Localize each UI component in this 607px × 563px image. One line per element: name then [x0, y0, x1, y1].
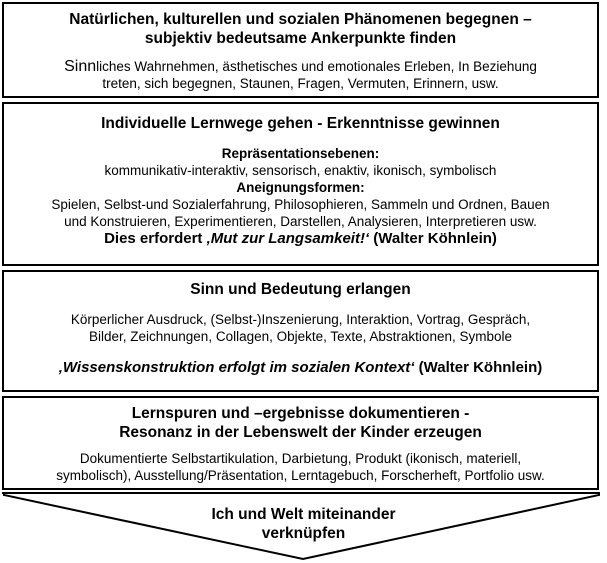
section-box-meaning	[2, 270, 599, 392]
body-line: treten, sich begegnen, Staunen, Fragen, Vermuten, Erinnern, usw.	[102, 76, 499, 91]
body-text: liches Wahrnehmen, ästhetisches und emotionales Erleben, In Beziehung	[96, 59, 537, 74]
section-title	[4, 10, 597, 48]
quote-italic: ‚Wissenskonstruktion erfolgt im sozialen Kontext‘	[58, 359, 415, 376]
section-body	[4, 450, 597, 484]
title-line: Lernspuren und –ergebnisse dokumentieren -	[131, 405, 470, 422]
body-line: und Konstruieren, Experimentieren, Darstellen, Analysieren, Interpretieren usw.	[64, 214, 537, 229]
section-title: Individuelle Lernwege gehen - Erkenntnisse gewinnen	[101, 115, 500, 132]
quote-author: (Walter Köhnlein)	[414, 359, 543, 376]
arrow-label-line: verknüpfen	[261, 525, 346, 542]
body-line: Bilder, Zeichnungen, Collagen, Objekte, Texte, Abstraktionen, Symbole	[88, 329, 512, 344]
section-box-learning-paths	[2, 102, 599, 266]
body-line: symbolisch), Ausstellung/Präsentation, Lerntagebuch, Forscherheft, Portfolio usw.	[56, 468, 545, 483]
section-box-documentation	[2, 396, 599, 490]
quote-author: (Walter Köhnlein)	[369, 230, 497, 247]
body-line: Spielen, Selbst-und Sozialerfahrung, Philosophieren, Sammeln und Ordnen, Bauen	[51, 197, 550, 212]
section-title: Sinn und Bedeutung erlangen	[190, 281, 411, 298]
quote-line	[4, 359, 597, 377]
body-line: Körperlicher Ausdruck, (Selbst-)Inszenierung, Interaktion, Vortrag, Gespräch,	[70, 312, 531, 327]
section-title	[4, 404, 597, 442]
quote-italic: ‚Mut zur Langsamkeit!‘	[206, 230, 370, 247]
subheading: Repräsentationsebenen:	[221, 146, 380, 161]
body-prefix: Sinn	[64, 58, 97, 75]
arrow-label-line: Ich und Welt miteinander	[211, 506, 396, 523]
section-body	[4, 311, 597, 345]
title-line: Resonanz in der Lebenswelt der Kinder erzeugen	[119, 424, 482, 441]
body-line: kommunikativ-interaktiv, sensorisch, enaktiv, ikonisch, symbolisch	[104, 163, 497, 178]
body-line	[4, 58, 597, 75]
subheading: Aneignungsformen:	[236, 180, 365, 195]
title-line: subjektiv bedeutsame Ankerpunkte finden	[144, 30, 457, 47]
title-line: Natürlichen, kulturellen und sozialen Phänomenen begegnen –	[69, 11, 532, 28]
section-box-phenomena	[2, 2, 599, 98]
arrow-label	[0, 505, 607, 543]
quote-line	[4, 230, 597, 248]
section-body	[4, 58, 597, 92]
section-body	[4, 145, 597, 248]
quote-prefix: Dies erfordert	[104, 230, 207, 247]
body-line: Dokumentierte Selbstartikulation, Darbietung, Produkt (ikonisch, materiell,	[79, 451, 522, 466]
